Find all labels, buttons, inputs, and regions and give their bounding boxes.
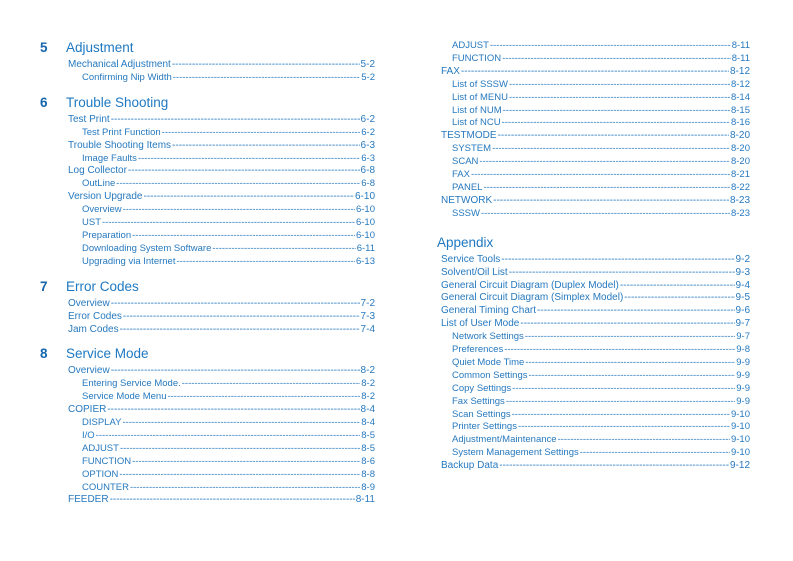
dash-leader [110,494,355,507]
toc-entry[interactable] [68,140,375,153]
toc-entry-page[interactable]: 8-15 [730,104,750,116]
chapter-title: Trouble Shooting [66,94,169,110]
dash-leader [502,117,730,130]
toc-entry-page[interactable]: 8-11 [731,40,750,51]
toc-entry[interactable] [68,59,375,72]
dash-leader [512,383,735,396]
toc-entry[interactable] [441,280,750,293]
toc-entry-page[interactable]: 8-16 [730,117,750,129]
toc-entry-label[interactable]: I/O [82,429,95,441]
toc-entry-page[interactable]: 9-9 [736,356,750,368]
toc-entry-page[interactable]: 9-10 [730,447,750,459]
toc-entry[interactable] [441,305,750,318]
dash-leader [499,460,729,473]
toc-entry-label[interactable]: Mechanical Adjustment [68,59,171,70]
toc-entry-page[interactable]: 9-9 [736,382,750,394]
toc-entry-label[interactable]: Service Tools [441,253,501,265]
dash-leader [182,378,361,391]
dash-leader [492,143,730,156]
toc-entry[interactable] [452,105,750,118]
dash-leader [212,243,355,256]
toc-entry-label[interactable]: Jam Codes [68,323,119,335]
toc-entry[interactable] [82,243,375,256]
toc-entry-page[interactable]: 9-8 [736,344,750,356]
toc-entry-page[interactable]: 6-10 [355,229,375,241]
dash-leader [471,169,730,182]
toc-entry-label[interactable]: OutLine [82,178,116,190]
chapter-number: 5 [40,40,48,55]
toc-entry-label[interactable]: FUNCTION [82,455,132,467]
toc-entry[interactable] [68,324,375,337]
toc-entry-label[interactable]: Solvent/Oil List [441,266,508,278]
toc-entry-label[interactable]: Upgrading via Internet [82,255,176,267]
toc-entry[interactable] [82,256,375,269]
chapter-title: Error Codes [66,278,139,294]
chapter-number: 6 [40,94,48,110]
toc-entry-label[interactable]: Network Settings [452,331,524,343]
dash-leader [128,165,360,178]
toc-entry-page[interactable]: 8-12 [729,65,750,77]
toc-entry-label[interactable]: FAX [441,65,460,77]
toc-entry-label[interactable]: ADJUST [452,40,489,51]
toc-entry-label[interactable]: UST [82,217,101,229]
dash-leader [493,195,729,208]
toc-entry-page[interactable]: 8-23 [730,207,750,219]
toc-entry[interactable] [68,165,375,178]
dash-leader [111,298,360,311]
toc-section [40,346,375,507]
dash-leader [102,217,355,230]
dash-leader [132,230,355,243]
dash-leader [525,331,735,344]
toc-entry-page[interactable]: 8-8 [361,468,375,480]
toc-entry[interactable] [68,311,375,324]
toc-entry[interactable] [452,143,750,156]
toc-entry-label[interactable]: List of NUM [452,104,502,116]
toc-entry-page[interactable]: 8-20 [730,156,750,168]
toc-entry[interactable] [452,396,750,409]
toc-entry[interactable] [452,79,750,92]
section-heading [437,235,750,251]
toc-entry[interactable] [82,469,375,482]
dash-leader [481,208,730,221]
dash-leader [490,40,731,53]
toc-entry-page[interactable]: 6-10 [354,191,375,203]
toc-entry-page[interactable]: 8-5 [361,429,375,441]
dash-leader [138,153,360,166]
toc-entry-label[interactable]: Overview [68,297,110,309]
dash-leader [558,434,730,447]
toc-section [437,235,750,473]
toc-entry-page[interactable]: 6-8 [361,178,375,190]
toc-entry-page[interactable]: 9-10 [730,434,750,446]
toc-entry[interactable] [452,53,750,66]
dash-leader [537,305,735,318]
toc-entry-label[interactable]: List of SSSW [452,78,508,90]
dash-leader [120,443,360,456]
toc-entry[interactable] [68,191,375,204]
dash-leader [483,182,730,195]
toc-entry-label[interactable]: PANEL [452,181,483,193]
toc-entry[interactable] [452,383,750,396]
toc-entry-page[interactable]: 6-3 [361,152,375,164]
toc-entry[interactable] [82,127,375,140]
toc-entry-label[interactable]: DISPLAY [82,417,122,429]
dash-leader [172,59,360,72]
toc-entry-label[interactable]: General Circuit Diagram (Duplex Model) [441,279,619,291]
dash-leader [111,365,360,378]
dash-leader [506,396,735,409]
toc-entry-page[interactable]: 6-2 [361,126,375,138]
toc-entry[interactable] [452,117,750,130]
toc-entry-page[interactable]: 8-23 [729,194,750,206]
toc-entry-label[interactable]: TESTMODE [441,130,497,142]
section-heading [40,95,375,111]
toc-entry-label[interactable]: System Management Settings [452,447,579,459]
toc-entry-page[interactable]: 9-7 [736,331,750,343]
toc-entry-label[interactable]: Confirming Nip Width [82,71,172,83]
toc-entry-label[interactable]: Backup Data [441,460,499,472]
toc-entry-page[interactable]: 8-22 [730,181,750,193]
toc-entry-label[interactable]: Scan Settings [452,408,511,420]
toc-entry-page[interactable]: 7-3 [360,310,375,322]
chapter-title: Appendix [437,234,494,250]
toc-entry-page[interactable]: 9-3 [735,266,750,278]
dash-leader [504,344,735,357]
dash-leader [172,140,360,153]
toc-entry-label[interactable]: List of NCU [452,117,501,129]
chapter-number: 7 [40,278,48,294]
toc-entry-page[interactable]: 8-20 [729,130,750,142]
toc-section [437,40,750,221]
chapter-number: 8 [40,346,48,362]
dash-leader [509,92,730,105]
toc-entry-label[interactable]: Printer Settings [452,421,517,433]
dash-leader [107,404,359,417]
toc-entry[interactable] [452,409,750,422]
toc-entry[interactable] [452,331,750,344]
chapter-title: Adjustment [66,40,134,55]
toc-entry-label[interactable]: FUNCTION [452,52,502,64]
toc-entry[interactable] [82,482,375,495]
toc-entry-page[interactable]: 6-13 [355,255,375,267]
dash-leader [167,391,360,404]
toc-entry-page[interactable]: 8-2 [360,365,375,377]
dash-leader [123,311,360,324]
toc-entry-label[interactable]: COPIER [68,404,107,416]
toc-entry[interactable] [82,230,375,243]
toc-entry-page[interactable]: 8-4 [361,417,375,429]
dash-leader [512,409,730,422]
toc-entry-label[interactable]: OPTION [82,468,119,480]
toc-entry[interactable] [452,92,750,105]
toc-entry-page[interactable]: 8-4 [360,404,375,416]
dash-leader [624,292,734,305]
toc-entry-page[interactable]: 9-7 [735,318,750,330]
toc-entry[interactable] [82,217,375,230]
toc-entry[interactable] [441,130,750,143]
dash-leader [122,417,360,430]
toc-entry[interactable] [441,292,750,305]
toc-entry-page[interactable]: 9-5 [735,292,750,304]
toc-entry-page[interactable]: 9-4 [735,279,750,291]
toc-entry-label[interactable]: Version Upgrade [68,191,143,203]
toc-entry[interactable] [68,298,375,311]
toc-entry[interactable] [82,72,375,85]
toc-entry-label[interactable]: Fax Settings [452,395,505,407]
toc-entry-page[interactable]: 9-9 [736,395,750,407]
toc-entry[interactable] [82,443,375,456]
section-heading [40,346,375,362]
toc-entry[interactable] [82,430,375,443]
dash-leader [120,324,360,337]
toc-entry-label[interactable]: Test Print Function [82,126,161,138]
toc-column-left [40,40,375,507]
toc-entry-page[interactable]: 8-2 [361,391,375,403]
toc-entry-page[interactable]: 8-9 [361,481,375,493]
toc-entry[interactable] [82,456,375,469]
chapter-title: Service Mode [66,346,149,362]
toc-entry-label[interactable]: Log Collector [68,165,127,177]
dash-leader [529,370,736,383]
dash-leader [620,280,735,293]
dash-leader [502,53,731,66]
toc-entry[interactable] [452,434,750,447]
dash-leader [509,267,735,280]
dash-leader [123,204,355,217]
toc-entry-label[interactable]: Preferences [452,344,504,356]
toc-entry-label[interactable]: Service Mode Menu [82,391,167,403]
toc-entry-page[interactable]: 7-2 [360,297,375,309]
toc-column-right [437,40,750,473]
dash-leader [162,127,361,140]
dash-leader [509,79,730,92]
toc-entry[interactable] [452,40,750,53]
toc-entry[interactable] [68,365,375,378]
toc-section [40,95,375,269]
toc-entry[interactable] [441,267,750,280]
toc-entry-page[interactable]: 8-21 [730,169,750,181]
toc-entry-page[interactable]: 6-11 [356,242,375,254]
toc-entry-page[interactable]: 8-5 [361,442,375,454]
toc-entry-page[interactable]: 8-14 [730,91,750,103]
toc-entry[interactable] [452,447,750,460]
dash-leader [96,430,361,443]
toc-entry-label[interactable]: Preparation [82,229,132,241]
toc-entry-page[interactable]: 9-2 [735,253,750,265]
section-heading [40,279,375,295]
toc-entry-label[interactable]: Entering Service Mode. [82,378,181,390]
dash-leader [520,318,734,331]
toc-entry-page[interactable]: 8-2 [361,378,375,390]
toc-entry-label[interactable]: SYSTEM [452,143,492,155]
toc-entry-label[interactable]: COUNTER [82,481,129,493]
toc-entry-page[interactable]: 9-9 [736,369,750,381]
dash-leader [479,156,730,169]
dash-leader [173,72,361,85]
toc-entry-label[interactable]: Copy Settings [452,382,512,394]
toc-entry-page[interactable]: 5-2 [361,71,375,83]
toc-entry-page[interactable]: 9-12 [729,460,750,472]
toc-entry-page[interactable]: 8-20 [730,143,750,155]
toc-entry[interactable] [68,494,375,507]
toc-entry-page[interactable]: 7-4 [360,323,375,335]
toc-entry-label[interactable]: Common Settings [452,369,528,381]
dash-leader [525,357,735,370]
toc-entry-label[interactable]: Trouble Shooting Items [68,139,172,151]
toc-entry-label[interactable]: FEEDER [68,494,109,506]
toc-entry-label[interactable]: Image Faults [82,152,137,164]
toc-entry-page[interactable]: 5-2 [360,59,375,70]
toc-entry-label[interactable]: Overview [82,204,122,216]
dash-leader [144,191,354,204]
section-heading [40,40,375,56]
toc-entry-page[interactable]: 6-3 [360,139,375,151]
toc-entry-page[interactable]: 9-6 [735,305,750,317]
toc-entry[interactable] [441,254,750,267]
toc-entry[interactable] [82,417,375,430]
toc-entry-page[interactable]: 8-6 [361,455,375,467]
toc-entry-label[interactable]: Overview [68,365,110,377]
toc-section [40,279,375,337]
dash-leader [132,456,360,469]
toc-entry-label[interactable]: Adjustment/Maintenance [452,434,557,446]
dash-leader [176,256,355,269]
toc-entry[interactable] [82,204,375,217]
toc-entry[interactable] [82,178,375,191]
toc-entry-label[interactable]: Error Codes [68,310,122,322]
toc-entry-page[interactable]: 8-11 [731,52,750,64]
dash-leader [580,447,730,460]
toc-entry-page[interactable]: 8-12 [730,78,750,90]
dash-leader [116,178,360,191]
toc-entry-label[interactable]: Test Print [68,113,110,125]
toc-section [40,40,375,85]
toc-entry-label[interactable]: FAX [452,169,470,181]
dash-leader [119,469,360,482]
toc-entry-label[interactable]: SSSW [452,207,480,219]
toc-entry-page[interactable]: 6-8 [360,165,375,177]
toc-entry[interactable] [452,370,750,383]
toc-entry[interactable] [441,460,750,473]
dash-leader [503,105,730,118]
dash-leader [518,421,730,434]
toc-entry-label[interactable]: Downloading System Software [82,242,212,254]
toc-entry[interactable] [82,391,375,404]
dash-leader [130,482,360,495]
toc-entry[interactable] [441,66,750,79]
dash-leader [111,114,360,127]
dash-leader [461,66,729,79]
toc-entry[interactable] [452,208,750,221]
toc-entry[interactable] [441,318,750,331]
toc-entry-page[interactable]: 6-10 [355,217,375,229]
dash-leader [498,130,729,143]
toc-entry[interactable] [82,378,375,391]
toc-entry-page[interactable]: 9-10 [730,421,750,433]
dash-leader [501,254,734,267]
toc-entry[interactable] [452,357,750,370]
toc-entry-label[interactable]: NETWORK [441,194,493,206]
toc-entry[interactable] [452,344,750,357]
toc-entry-page[interactable]: 9-10 [730,408,750,420]
toc-entry[interactable] [82,153,375,166]
toc-entry-label[interactable]: General Circuit Diagram (Simplex Model) [441,292,624,304]
toc-entry[interactable] [452,169,750,182]
toc-entry-label[interactable]: ADJUST [82,442,119,454]
toc-entry[interactable] [452,182,750,195]
toc-entry-label[interactable]: General Timing Chart [441,305,537,317]
toc-entry-label[interactable]: List of MENU [452,91,508,103]
toc-entry-label[interactable]: Quiet Mode Time [452,356,525,368]
toc-entry-label[interactable]: List of User Mode [441,318,520,330]
toc-entry-page[interactable]: 6-2 [360,113,375,125]
toc-entry-label[interactable]: SCAN [452,156,479,168]
toc-entry[interactable] [452,421,750,434]
toc-entry[interactable] [441,195,750,208]
toc-entry-page[interactable]: 6-10 [355,204,375,216]
toc-entry[interactable] [68,114,375,127]
toc-entry[interactable] [68,404,375,417]
toc-entry[interactable] [452,156,750,169]
toc-entry-page[interactable]: 8-11 [355,494,375,506]
